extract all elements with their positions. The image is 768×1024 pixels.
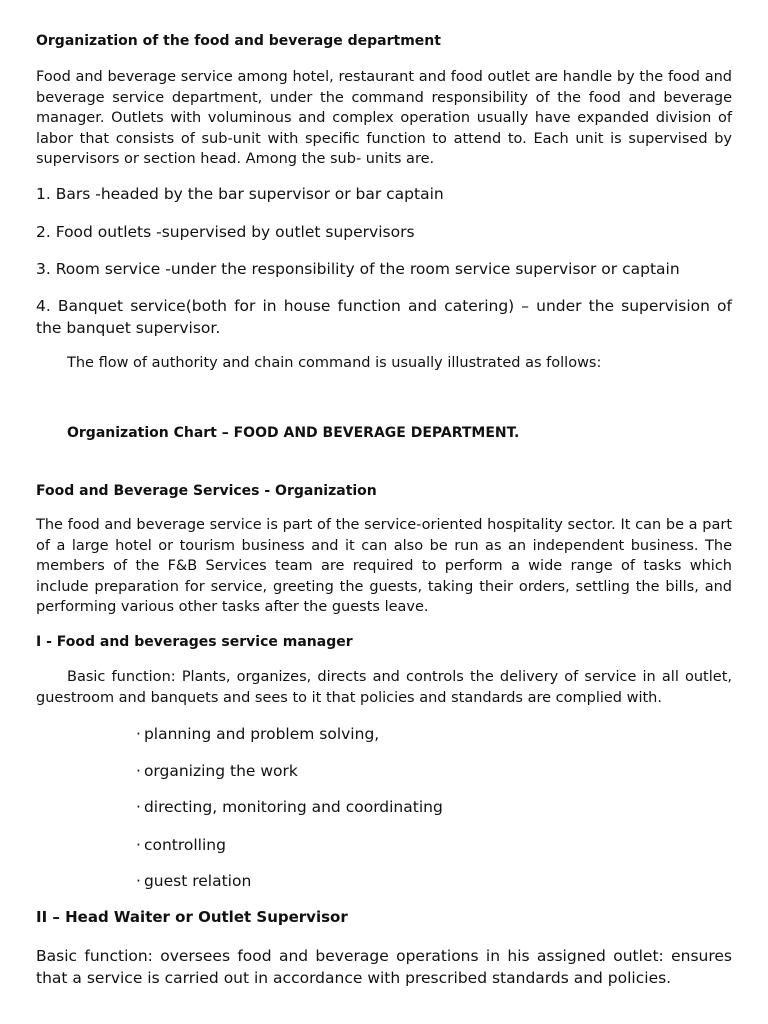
intro-paragraph: Food and beverage service among hotel, restaurant and food outlet are handle by the food and beverage service department, under the command responsibility of the food and beverage manager. Outlets with voluminous and complex operation usually have expanded division of labor that consists of sub-unit with specific function to attend to. Each unit is supervised by supervisors or section head. Among the sub- units are. (36, 69, 732, 167)
bullet-icon: · (136, 762, 141, 780)
fb-services-paragraph: The food and beverage service is part of the service-oriented hospitality sector. It can be a part of a large hotel or tourism business and it can also be run as an independent business. The members of the F&B Services team are required to perform a wide range of tasks which include preparation for service, greeting the guests, taking their orders, settling the bills, and performing various other tasks after the guests leave. (36, 517, 732, 615)
bullet-icon: · (136, 836, 141, 854)
manager-function: Basic function: Plants, organizes, directs and controls the delivery of service in all outlet, guestroom and banquets and sees to it that policies and standards are complied with. (36, 669, 732, 706)
bullet-icon: · (136, 798, 141, 816)
head-waiter-heading: II – Head Waiter or Outlet Supervisor (36, 908, 348, 926)
bullet-icon: · (136, 725, 141, 743)
bullet-icon: · (136, 872, 141, 890)
duty-text: directing, monitoring and coordinating (143, 798, 443, 816)
org-chart-heading: Organization Chart – FOOD AND BEVERAGE DEPARTMENT. (67, 425, 520, 441)
duty-item (136, 870, 251, 892)
head-waiter-function: Basic function: oversees food and beverage operations in his assigned outlet: ensures that a service is carried out in accordance with prescribed standards and policies. (36, 947, 732, 987)
unit-item-bars: 1. Bars -headed by the bar supervisor or bar captain (36, 185, 444, 203)
duty-item (136, 723, 379, 745)
unit-item-banquet: 4. Banquet service(both for in house function and catering) – under the supervision of the banquet supervisor. (36, 297, 732, 337)
duty-text: guest relation (143, 872, 252, 890)
duty-item (136, 834, 226, 856)
section-heading-fb-services: Food and Beverage Services - Organization (36, 483, 377, 499)
manager-heading: I - Food and beverages service manager (36, 634, 353, 650)
duty-item (136, 796, 443, 818)
section-heading-organization: Organization of the food and beverage department (36, 33, 441, 49)
duty-item (136, 760, 298, 782)
duty-text: planning and problem solving, (143, 725, 380, 743)
duty-text: controlling (143, 836, 226, 854)
unit-item-food-outlets: 2. Food outlets -supervised by outlet supervisors (36, 223, 415, 241)
duty-text: organizing the work (143, 762, 298, 780)
flow-note: The flow of authority and chain command is usually illustrated as follows: (67, 355, 602, 371)
unit-item-room-service: 3. Room service -under the responsibility of the room service supervisor or captain (36, 260, 680, 278)
